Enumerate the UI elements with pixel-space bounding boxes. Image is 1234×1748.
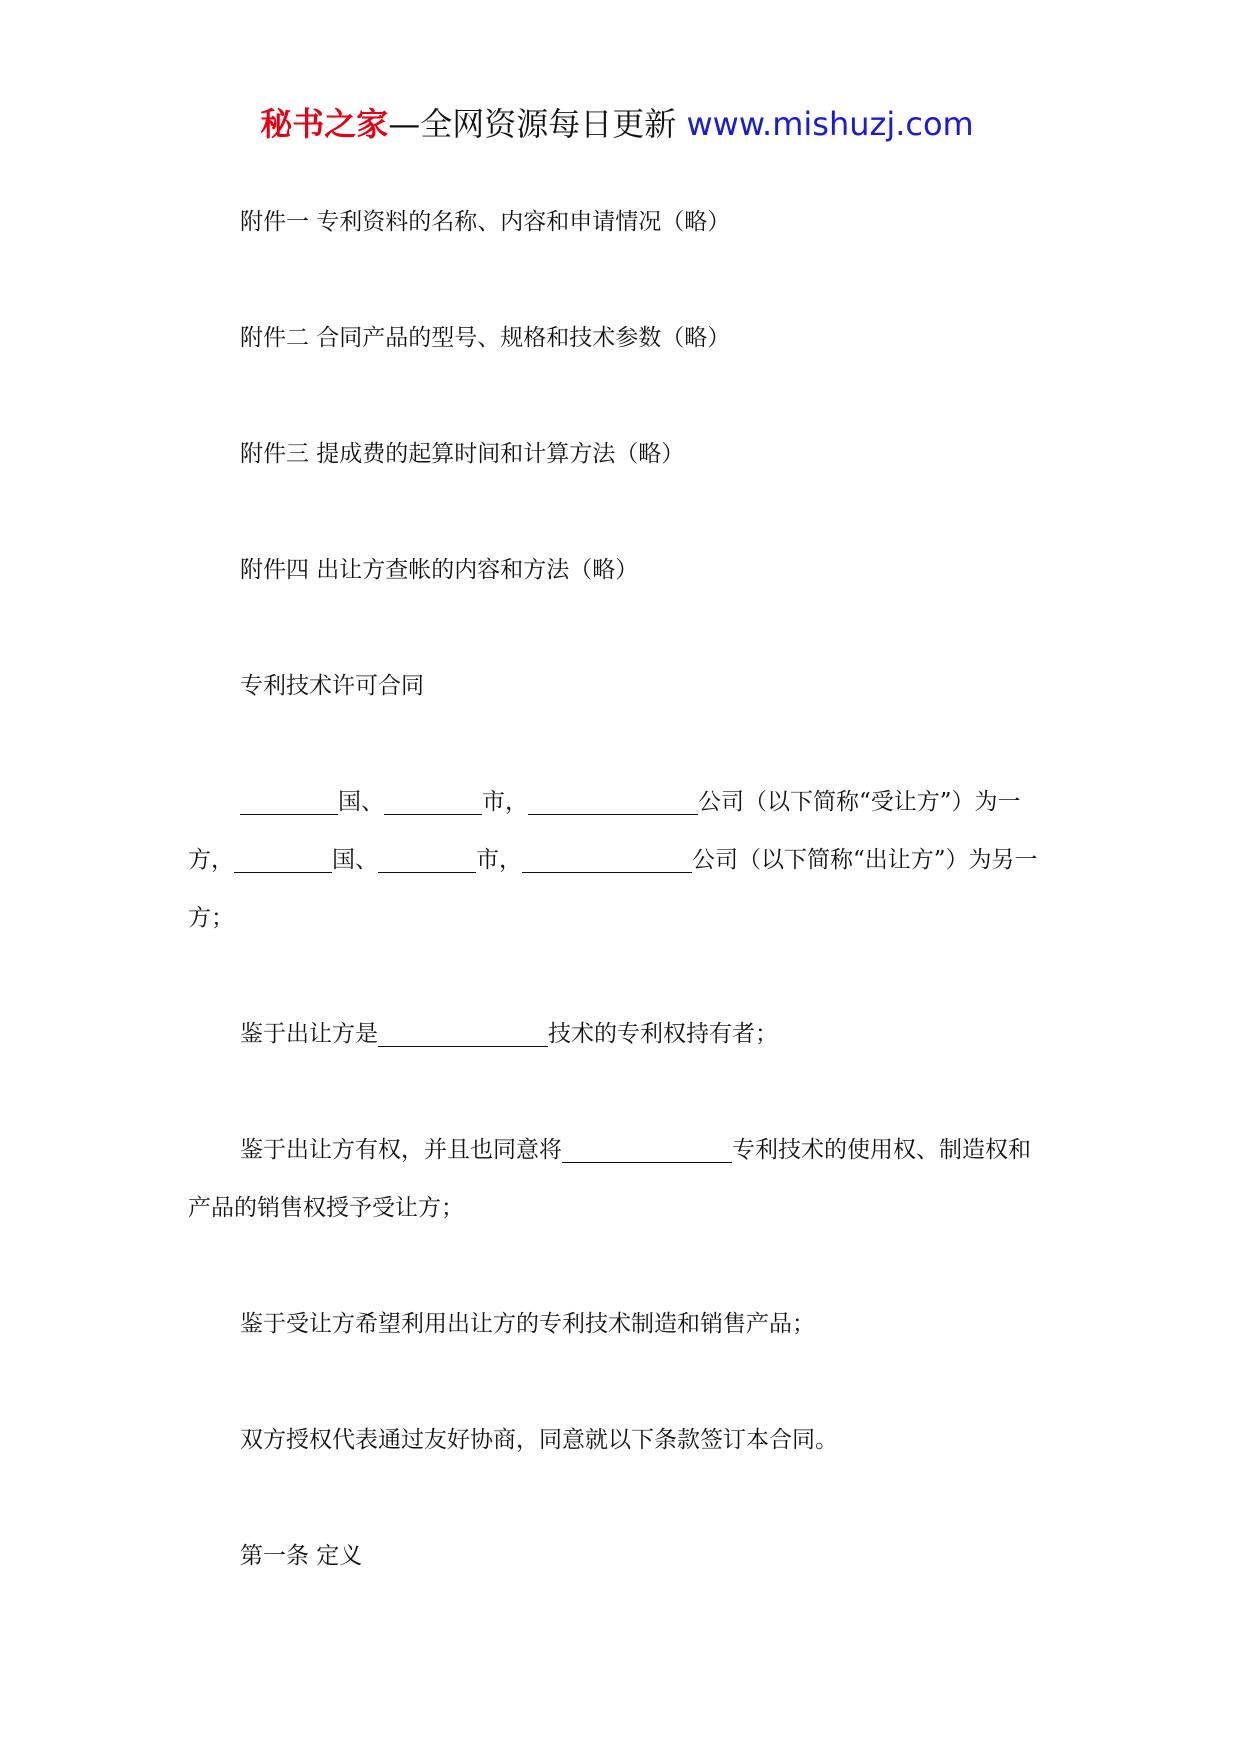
label-company-grantee: 公司（以下简称“受让方”）为一方， bbox=[188, 789, 1021, 873]
site-tagline: —全网资源每日更新 bbox=[388, 105, 687, 143]
whereas-paragraph-1 bbox=[188, 1005, 1048, 1063]
attachment-1: 附件一 专利资料的名称、内容和申请情况（略） bbox=[240, 209, 731, 235]
site-header-banner bbox=[0, 100, 1234, 148]
label-city: 市， bbox=[476, 847, 522, 873]
whereas1-prefix: 鉴于出让方是 bbox=[240, 1021, 378, 1047]
blank-patent-technology bbox=[562, 1138, 732, 1163]
blank-grantor-city bbox=[378, 848, 476, 873]
blank-grantor-country bbox=[234, 848, 332, 873]
agreement-paragraph: 双方授权代表通过友好协商，同意就以下条款签订本合同。 bbox=[240, 1427, 838, 1453]
site-url: www.mishuzj.com bbox=[686, 105, 974, 143]
blank-grantee-company bbox=[528, 790, 698, 815]
blank-grantee-country bbox=[240, 790, 338, 815]
whereas2-prefix: 鉴于出让方有权，并且也同意将 bbox=[240, 1137, 562, 1163]
blank-technology bbox=[378, 1022, 548, 1047]
whereas1-suffix: 技术的专利权持有者； bbox=[548, 1021, 778, 1047]
site-brand: 秘书之家 bbox=[260, 105, 389, 143]
attachment-3: 附件三 提成费的起算时间和计算方法（略） bbox=[240, 441, 685, 467]
blank-grantor-company bbox=[522, 848, 692, 873]
attachment-4: 附件四 出让方查帐的内容和方法（略） bbox=[240, 557, 639, 583]
label-country: 国、 bbox=[332, 847, 378, 873]
blank-grantee-city bbox=[384, 790, 482, 815]
contract-title: 专利技术许可合同 bbox=[240, 673, 424, 699]
whereas2-suffix: 专利技术的使用权、制造权和产品的销售权授予受让方； bbox=[188, 1137, 1031, 1221]
whereas-paragraph-2 bbox=[188, 1121, 1048, 1237]
parties-paragraph bbox=[188, 773, 1048, 947]
label-country: 国、 bbox=[338, 789, 384, 815]
article-1-heading: 第一条 定义 bbox=[240, 1543, 363, 1569]
label-city: 市， bbox=[482, 789, 528, 815]
whereas-paragraph-3: 鉴于受让方希望利用出让方的专利技术制造和销售产品； bbox=[240, 1311, 815, 1337]
label-company-grantor: 公司（以下简称“出让方”）为另一方； bbox=[188, 847, 1038, 931]
attachment-2: 附件二 合同产品的型号、规格和技术参数（略） bbox=[240, 325, 731, 351]
